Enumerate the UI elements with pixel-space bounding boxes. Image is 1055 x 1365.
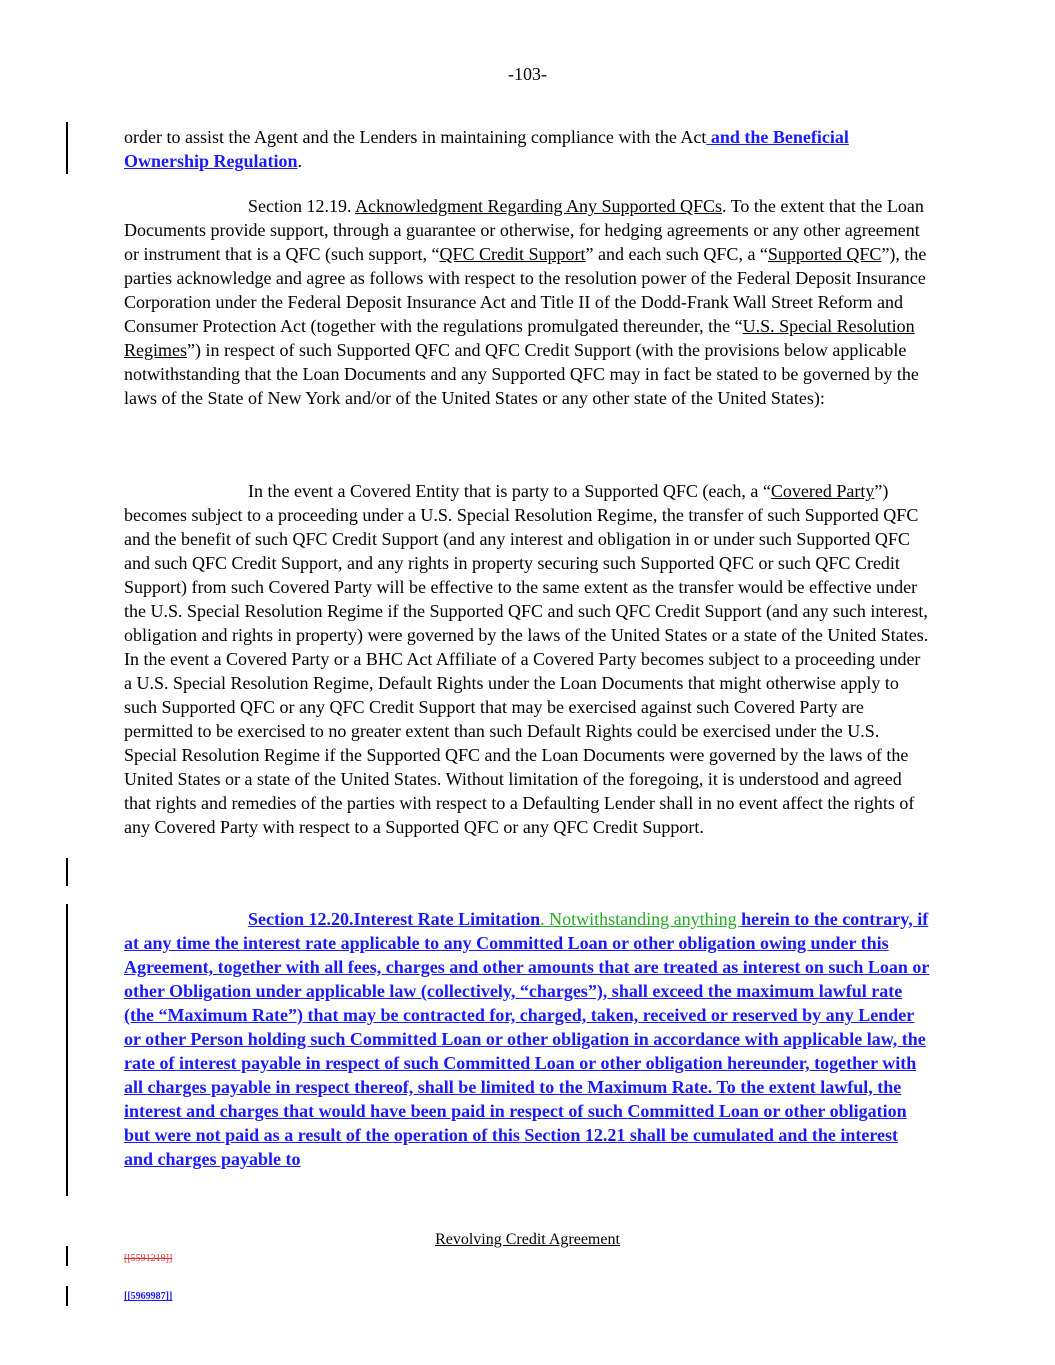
inserted-document-id: [[5969987]]	[124, 1291, 173, 1302]
deleted-document-id: [[5591219]]	[124, 1253, 173, 1264]
defined-term: QFC Credit Support	[439, 244, 586, 264]
change-bar	[66, 122, 68, 174]
defined-term: Covered Party	[770, 481, 875, 501]
moved-text: . Notwithstanding anything	[540, 909, 742, 929]
paragraph-compliance: order to assist the Agent and the Lenders in maintaining compliance with the Act and the Beneficial Ownership Regulation.	[124, 127, 849, 171]
section-title: Interest Rate Limitation	[353, 909, 541, 929]
inserted-text: herein to the contrary, if at any time the interest rate applicable to any Committed Loan or other obligation owing under this Agreement, together with all fees, charges and other amounts that are treated as interest on such Loan or other Obligation under applicable law (collectively, “charges”), shall exceed the maximum lawful rate (the “Maximum Rate”) that may be contracted for, charged, taken, received or reserved by any Lender or other Person holding such Committed Loan or other obligation in accordance with applicable law, the rate of interest payable in respect of such Committed Loan or other obligation hereunder, together with all charges payable in respect thereof, shall be limited to the Maximum Rate. To the extent lawful, the interest and charges that would have been paid in respect of such Committed Loan or other obligation but were not paid as a result of the operation of this Section 12.21 shall be cumulated and the interest and charges payable to	[124, 909, 930, 1169]
defined-term: U.S. Special Resolution Regimes	[124, 316, 915, 360]
section-title: Acknowledgment Regarding Any Supported QFCs	[355, 196, 722, 216]
change-bar	[66, 1246, 68, 1266]
inserted-text: and the Beneficial Ownership Regulation	[124, 127, 849, 171]
change-bar	[66, 904, 68, 1196]
section-number: Section 12.19.	[248, 196, 355, 216]
section-12-19: Section 12.19. Acknowledgment Regarding Any Supported QFCs. To the extent that the Loan Documents provide support, through a guarantee or otherwise, for hedging agreements or any other agreement or instrument that is a QFC (such support, “QFC Credit Support” and each such QFC, a “Supported QFC”), the parties acknowledge and agree as follows with respect to the resolution power of the Federal Deposit Insurance Corporation under the Federal Deposit Insurance Act and Title II of the Dodd-Frank Wall Street Reform and Consumer Protection Act (together with the regulations promulgated thereunder, the “U.S. Special Resolution Regimes”) in respect of such Supported QFC and QFC Credit Support (with the provisions below applicable notwithstanding that the Loan Documents and any Supported QFC may in fact be stated to be governed by the laws of the State of New York and/or of the United States or any other state of the United States):	[124, 196, 927, 408]
footer-title: Revolving Credit Agreement	[435, 1231, 620, 1248]
section-number: Section 12.20.	[248, 909, 354, 929]
paragraph-covered-party: In the event a Covered Entity that is party to a Supported QFC (each, a “Covered Party”) becomes subject to a proceeding under a U.S. Special Resolution Regime, the transfer of such Supported QFC and the benefit of such QFC Credit Support (and any interest and obligation in or under such Supported QFC and such QFC Credit Support, and any rights in property securing such Supported QFC or such QFC Credit Support) from such Covered Party will be effective to the same extent as the transfer would be effective under the U.S. Special Resolution Regime if the Supported QFC and such QFC Credit Support (and any such interest, obligation and rights in property) were governed by the laws of the United States or a state of the United States. In the event a Covered Party or a BHC Act Affiliate of a Covered Party becomes subject to a proceeding under a U.S. Special Resolution Regime, Default Rights under the Loan Documents that might otherwise apply to such Supported QFC or any QFC Credit Support that may be exercised against such Covered Party are permitted to be exercised to no greater extent than such Default Rights could be exercised under the U.S. Special Resolution Regime if the Supported QFC and the Loan Documents were governed by the laws of the United States or a state of the United States. Without limitation of the foregoing, it is understood and agreed that rights and remedies of the parties with respect to a Defaulting Lender shall in no event affect the rights of any Covered Party with respect to a Supported QFC or any QFC Credit Support.	[124, 481, 929, 837]
section-12-20	[124, 907, 930, 1171]
defined-term: Supported QFC	[767, 244, 882, 264]
page-number: -103-	[508, 64, 547, 84]
change-bar	[66, 858, 68, 886]
change-bar	[66, 1286, 68, 1306]
